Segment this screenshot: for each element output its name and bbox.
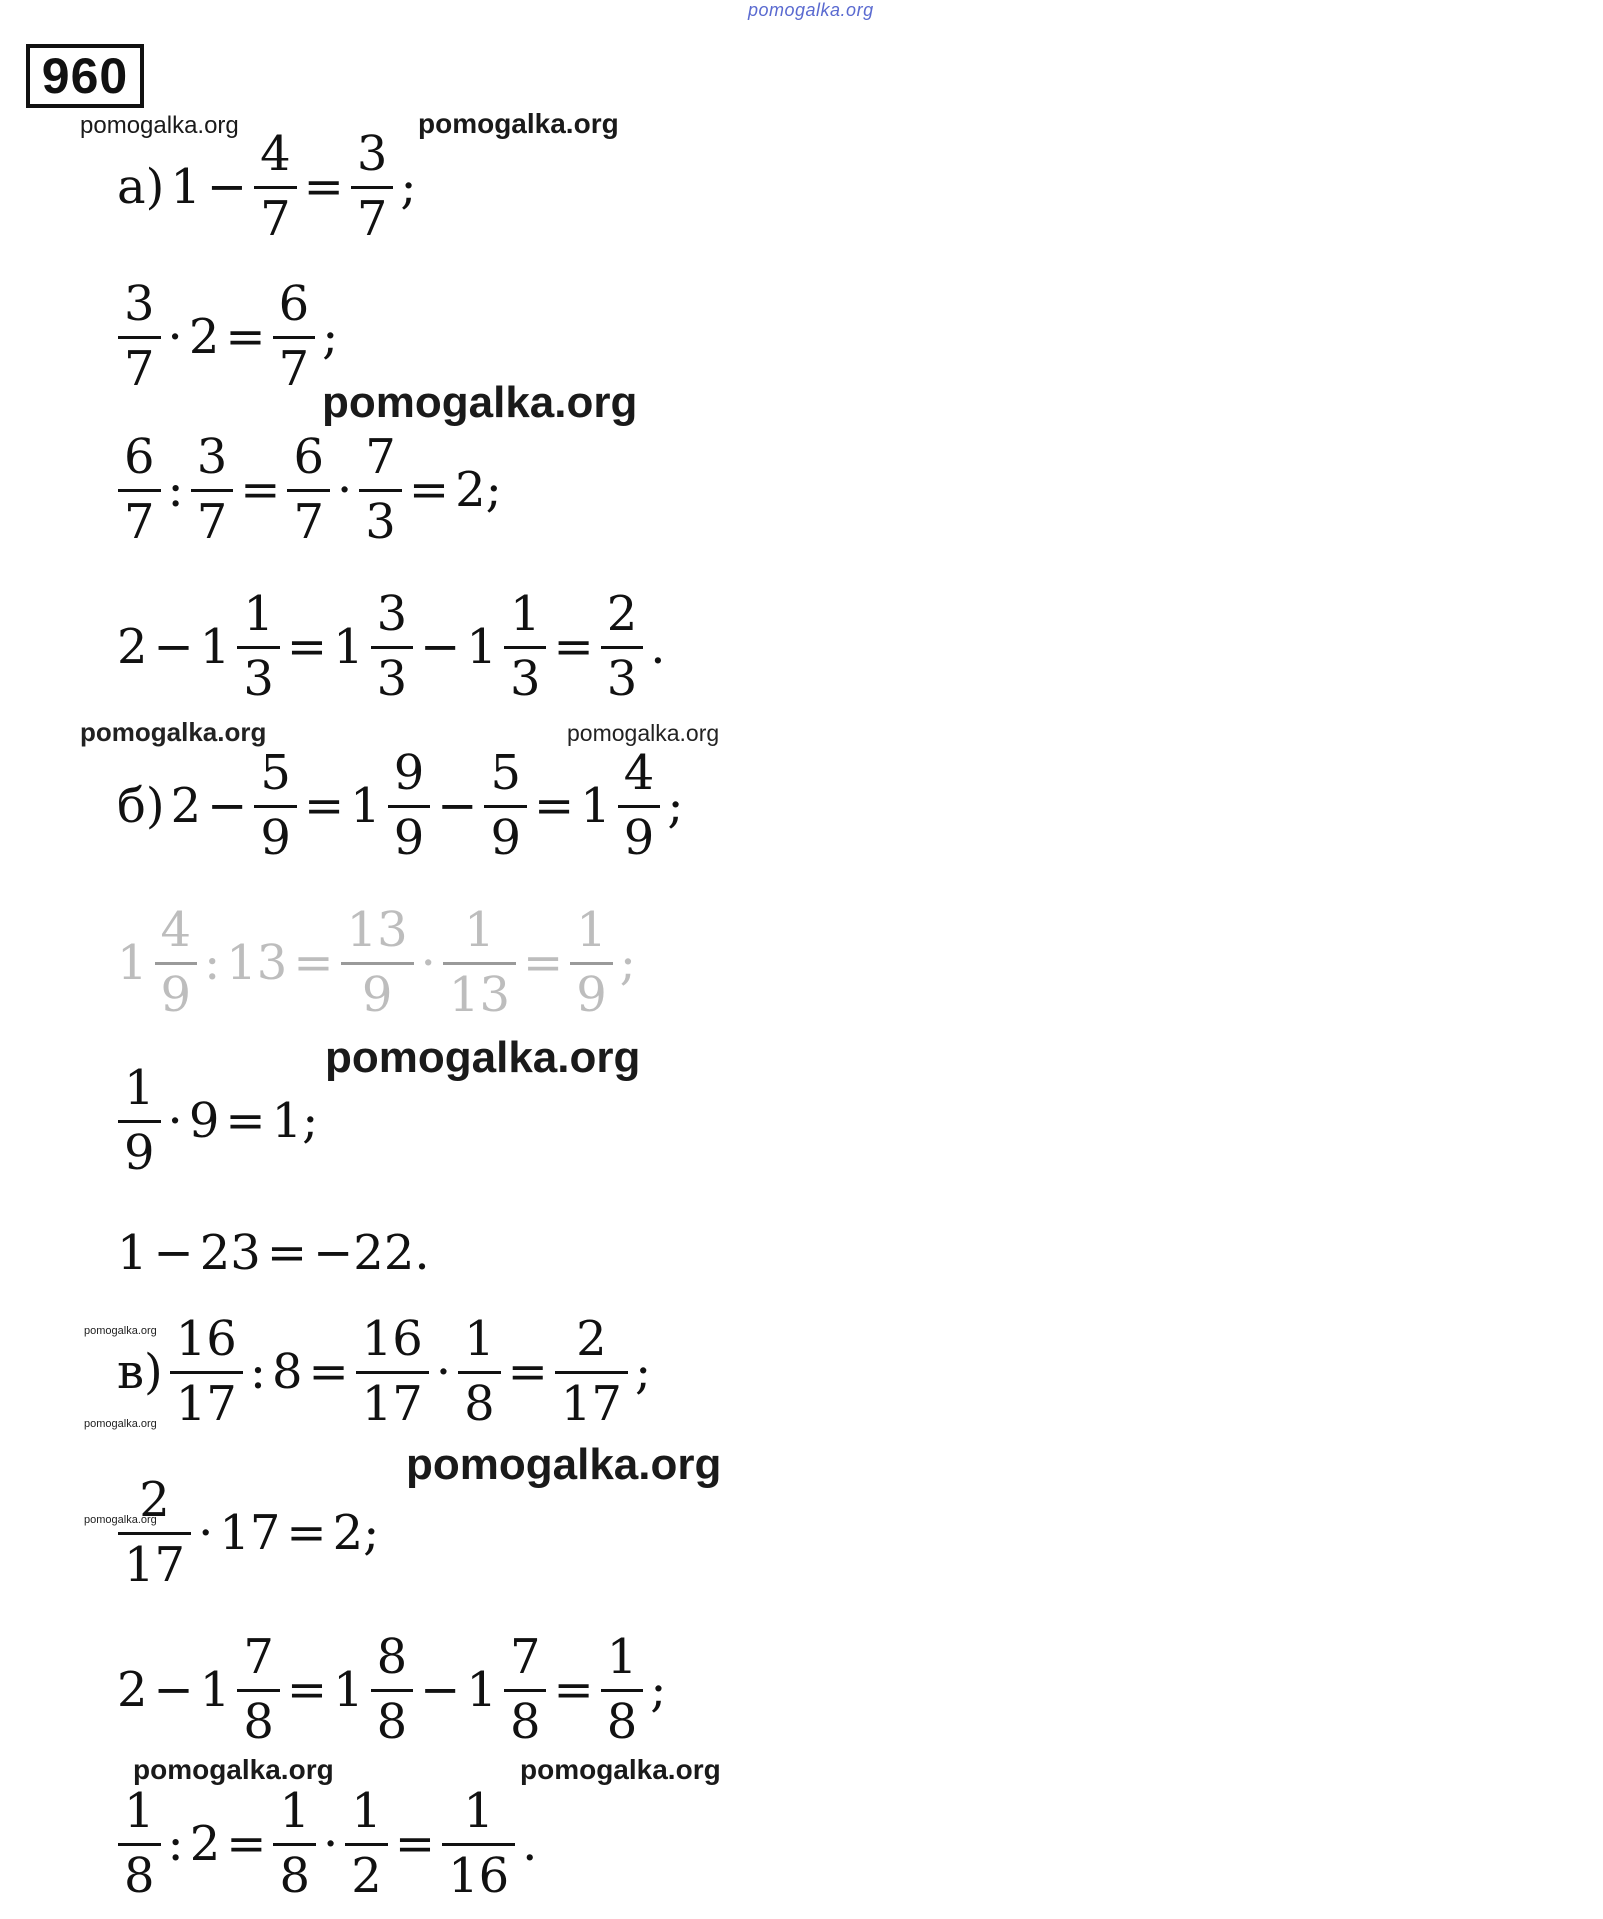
numerator: 4 (160, 902, 192, 958)
fraction-bar (287, 489, 330, 492)
fraction-bar (504, 646, 547, 649)
denominator: 9 (490, 810, 522, 866)
watermark: pomogalka.org (406, 1440, 722, 1489)
math-token: − (153, 1661, 194, 1718)
fraction-bar (254, 186, 297, 189)
watermark: pomogalka.org (567, 720, 720, 746)
fraction (237, 1629, 280, 1750)
math-token: = (225, 1092, 266, 1149)
task-number: 960 (26, 44, 144, 108)
denominator: 9 (361, 967, 393, 1023)
math-token: 1 (170, 158, 201, 215)
denominator: 17 (361, 1376, 423, 1432)
fraction (273, 1783, 316, 1904)
fraction-bar (442, 1843, 515, 1846)
math-token: : (249, 1343, 266, 1400)
equation-line (114, 902, 639, 1023)
watermark: pomogalka.org (80, 112, 239, 139)
math-token: 1 (333, 618, 364, 675)
denominator: 17 (124, 1537, 186, 1593)
math-token: 2 (188, 308, 220, 365)
denominator: 7 (278, 341, 310, 397)
numerator: 16 (361, 1311, 423, 1367)
math-token: . (650, 618, 666, 675)
watermark: pomogalka.org (84, 1418, 157, 1430)
math-token: ; (667, 777, 684, 834)
math-token: 2 (189, 1815, 221, 1872)
equation-line (114, 586, 669, 707)
numerator: 1 (576, 902, 607, 958)
math-token: 23 (199, 1225, 261, 1281)
fraction (118, 1472, 191, 1593)
fraction (570, 902, 613, 1023)
fraction (118, 276, 161, 397)
fraction-bar (356, 1371, 429, 1374)
denominator: 7 (293, 494, 325, 550)
math-token: = (553, 618, 594, 675)
denominator: 8 (606, 1694, 638, 1750)
denominator: 7 (196, 494, 228, 550)
part-label: б) (117, 777, 165, 834)
fraction-bar (118, 1120, 161, 1123)
fraction (356, 1311, 429, 1432)
numerator: 2 (606, 586, 638, 642)
watermark: pomogalka.org (520, 1754, 721, 1785)
fraction-bar (601, 646, 644, 649)
numerator: 7 (509, 1629, 541, 1685)
math-token: 1 (199, 618, 231, 675)
fraction (359, 429, 402, 550)
fraction (371, 1629, 414, 1750)
denominator: 8 (376, 1694, 408, 1750)
denominator: 8 (509, 1694, 541, 1750)
math-token: 1 (466, 618, 497, 675)
denominator: 13 (448, 967, 510, 1023)
denominator: 17 (175, 1376, 237, 1432)
fraction (601, 586, 644, 707)
math-token: = (286, 1504, 327, 1561)
fraction-bar (570, 962, 613, 965)
fraction (371, 586, 414, 707)
fraction (237, 586, 280, 707)
numerator: 4 (623, 745, 655, 801)
math-token: − (153, 618, 194, 675)
numerator: 7 (365, 429, 396, 485)
math-token: . (522, 1815, 538, 1872)
numerator: 1 (606, 1629, 638, 1685)
fraction-bar (118, 1532, 191, 1535)
fraction-bar (371, 646, 414, 649)
denominator: 8 (279, 1848, 311, 1904)
math-token: 2 (117, 1661, 148, 1718)
fraction-bar (341, 962, 414, 965)
fraction-bar (237, 646, 280, 649)
math-token: 2 (117, 618, 148, 675)
math-token: ; (619, 934, 636, 991)
numerator: 5 (490, 745, 522, 801)
math-token: − (420, 1661, 461, 1718)
numerator: 3 (376, 586, 408, 642)
math-token: 2; (455, 461, 502, 518)
math-token: −22. (313, 1225, 430, 1281)
numerator: 3 (356, 126, 388, 182)
fraction-bar (155, 962, 198, 965)
math-token: = (240, 461, 281, 518)
numerator: 1 (464, 902, 495, 958)
fraction (287, 429, 330, 550)
math-token: = (394, 1815, 436, 1872)
math-token: = (553, 1661, 594, 1718)
math-token: : (167, 1815, 184, 1872)
fraction (504, 586, 547, 707)
math-token: ; (650, 1661, 667, 1718)
fraction (388, 745, 431, 866)
numerator: 1 (124, 1783, 155, 1839)
numerator: 6 (124, 429, 155, 485)
fraction (345, 1783, 388, 1904)
watermark: pomogalka.org (84, 1514, 157, 1526)
math-token: ; (634, 1343, 652, 1400)
math-token: − (437, 777, 478, 834)
math-token: ; (322, 308, 339, 365)
math-token: 17 (219, 1504, 281, 1561)
math-token: = (286, 1661, 328, 1718)
numerator: 2 (576, 1311, 607, 1367)
fraction (273, 276, 316, 397)
denominator: 3 (509, 651, 541, 707)
equation-line (114, 1472, 382, 1593)
math-token: ; (400, 158, 417, 215)
fraction (555, 1311, 628, 1432)
math-token: · (167, 308, 183, 365)
numerator: 3 (124, 276, 155, 332)
denominator: 9 (124, 1125, 155, 1181)
fraction-bar (388, 805, 431, 808)
fraction (191, 429, 234, 550)
denominator: 8 (464, 1376, 495, 1432)
equation-line (114, 1629, 669, 1750)
fraction (341, 902, 414, 1023)
math-token: 1 (333, 1661, 364, 1718)
math-token: · (167, 1092, 183, 1149)
fraction (118, 1060, 161, 1181)
denominator: 7 (260, 191, 291, 247)
fraction (484, 745, 527, 866)
watermark: pomogalka.org (133, 1754, 334, 1785)
numerator: 1 (351, 1783, 382, 1839)
numerator: 1 (124, 1060, 155, 1116)
math-token: = (507, 1343, 548, 1400)
math-token: · (435, 1343, 452, 1400)
numerator: 3 (196, 429, 228, 485)
fraction (254, 745, 297, 866)
math-token: = (534, 777, 575, 834)
math-token: − (206, 158, 248, 215)
fraction (118, 1783, 161, 1904)
numerator: 1 (243, 586, 274, 642)
math-token: 1 (350, 777, 381, 834)
part-label: в) (117, 1343, 163, 1400)
fraction-bar (443, 962, 516, 965)
math-token: 9 (188, 1092, 220, 1149)
numerator: 1 (279, 1783, 311, 1839)
fraction (504, 1629, 547, 1750)
equation-line (114, 429, 505, 550)
math-token: · (323, 1815, 339, 1872)
math-token: 13 (226, 934, 288, 991)
numerator: 5 (260, 745, 291, 801)
denominator: 2 (351, 1848, 382, 1904)
equation-line (114, 745, 687, 866)
fraction-bar (601, 1689, 644, 1692)
fraction-bar (618, 805, 661, 808)
fraction-bar (118, 489, 161, 492)
denominator: 9 (160, 967, 192, 1023)
denominator: 3 (606, 651, 638, 707)
fraction (618, 745, 661, 866)
watermark: pomogalka.org (325, 1033, 641, 1082)
math-token: : (204, 934, 221, 991)
math-token: − (207, 777, 248, 834)
numerator: 9 (393, 745, 425, 801)
math-token: = (308, 1343, 349, 1400)
math-token: 2 (170, 777, 202, 834)
numerator: 16 (175, 1311, 237, 1367)
denominator: 3 (365, 494, 396, 550)
math-token: · (420, 934, 436, 991)
denominator: 17 (560, 1376, 622, 1432)
math-token: = (303, 777, 345, 834)
equation-line (114, 126, 420, 247)
watermark-top: pomogalka.org (748, 0, 874, 20)
fraction (442, 1783, 515, 1904)
fraction (254, 126, 297, 247)
denominator: 9 (576, 967, 607, 1023)
fraction-bar (359, 489, 402, 492)
math-token: 1; (271, 1092, 319, 1149)
math-token: = (266, 1225, 308, 1281)
equation-line (114, 1225, 433, 1281)
denominator: 9 (393, 810, 425, 866)
fraction-bar (484, 805, 527, 808)
numerator: 1 (463, 1783, 494, 1839)
denominator: 3 (376, 651, 408, 707)
fraction (351, 126, 394, 247)
numerator: 1 (464, 1311, 495, 1367)
equation-line (114, 1060, 321, 1181)
math-token: = (522, 934, 564, 991)
fraction-bar (170, 1371, 243, 1374)
fraction-bar (351, 186, 394, 189)
denominator: 7 (124, 341, 155, 397)
watermark: pomogalka.org (322, 378, 638, 427)
fraction (118, 429, 161, 550)
math-token: 1 (466, 1661, 497, 1718)
equation-line (114, 1783, 540, 1904)
math-token: − (153, 1225, 194, 1281)
fraction (443, 902, 516, 1023)
math-token: = (293, 934, 334, 991)
denominator: 9 (623, 810, 655, 866)
numerator: 2 (139, 1472, 170, 1528)
fraction-bar (345, 1843, 388, 1846)
math-token: 8 (272, 1343, 303, 1400)
watermark: pomogalka.org (80, 717, 267, 747)
denominator: 7 (124, 494, 155, 550)
fraction-bar (504, 1689, 547, 1692)
numerator: 6 (278, 276, 310, 332)
fraction-bar (555, 1371, 628, 1374)
math-token: 1 (580, 777, 611, 834)
math-token: = (408, 461, 450, 518)
denominator: 7 (356, 191, 388, 247)
equation-line (114, 276, 341, 397)
math-token: = (286, 618, 328, 675)
numerator: 1 (509, 586, 541, 642)
denominator: 9 (260, 810, 291, 866)
math-token: 2; (332, 1504, 380, 1561)
fraction-bar (273, 1843, 316, 1846)
fraction-bar (371, 1689, 414, 1692)
math-token: : (167, 461, 184, 518)
math-token: · (337, 461, 353, 518)
fraction-bar (191, 489, 234, 492)
numerator: 13 (346, 902, 408, 958)
denominator: 3 (243, 651, 274, 707)
fraction-bar (237, 1689, 280, 1692)
math-token: 1 (117, 1225, 148, 1281)
math-token: 1 (199, 1661, 231, 1718)
fraction-bar (254, 805, 297, 808)
denominator: 16 (448, 1848, 510, 1904)
math-token: − (420, 618, 461, 675)
watermark: pomogalka.org (84, 1325, 157, 1337)
numerator: 4 (260, 126, 291, 182)
fraction-bar (118, 1843, 161, 1846)
fraction (170, 1311, 243, 1432)
numerator: 7 (243, 1629, 274, 1685)
fraction (155, 902, 198, 1023)
watermark: pomogalka.org (418, 108, 619, 139)
part-label: а) (117, 158, 165, 215)
fraction-bar (118, 336, 161, 339)
fraction-bar (273, 336, 316, 339)
denominator: 8 (124, 1848, 155, 1904)
math-token: 1 (117, 934, 148, 991)
fraction (601, 1629, 644, 1750)
math-token: = (303, 158, 344, 215)
math-token: = (226, 1815, 267, 1872)
fraction (458, 1311, 501, 1432)
numerator: 8 (376, 1629, 408, 1685)
numerator: 6 (293, 429, 325, 485)
math-token: · (198, 1504, 214, 1561)
fraction-bar (458, 1371, 501, 1374)
math-token: = (225, 308, 266, 365)
denominator: 8 (243, 1694, 274, 1750)
